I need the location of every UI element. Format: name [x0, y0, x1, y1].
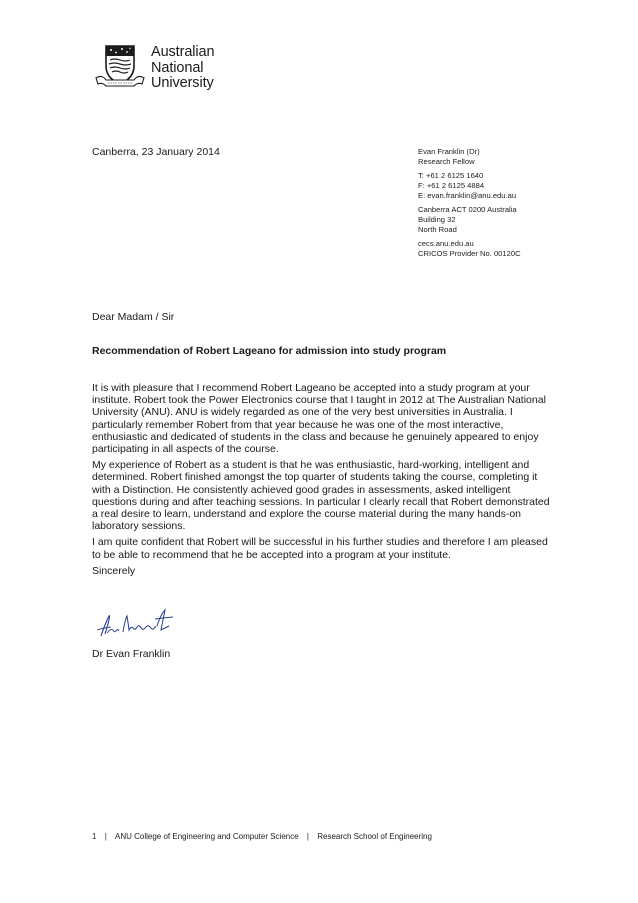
logo-line-2: National: [151, 59, 204, 76]
sender-address: [418, 205, 521, 236]
page-number: 1: [92, 832, 97, 841]
page-footer: [92, 832, 432, 841]
closing: Sincerely: [92, 564, 136, 577]
anu-logo: [92, 42, 232, 92]
website: cecs.anu.edu.au: [418, 238, 474, 248]
letter-date: Canberra, 23 January 2014: [92, 146, 220, 158]
sender-phone: T: +61 2 6125 1640: [418, 170, 484, 180]
address-line-1: Canberra ACT 0200 Australia: [418, 204, 517, 214]
sender-numbers: [418, 171, 521, 202]
salutation: Dear Madam / Sir: [92, 311, 175, 323]
footer-school: Research School of Engineering: [317, 832, 432, 841]
sender-fax: F: +61 2 6125 4884: [418, 181, 485, 191]
footer-college: ANU College of Engineering and Computer Science: [115, 832, 299, 841]
paragraph-2: My experience of Robert as a student is that he was enthusiastic, hard-working, intelligent and determined. Robert finished amongst the top quarter of students taking the course, completing it with a Distinction. He consistently achieved good grades in assessments, asked intelligent questions during and after teaching sessions. In particular I clearly recall that Robert demonstrated a real desire to learn, understand and explore the course material during the many hands-on laboratory sessions.: [92, 459, 550, 533]
anu-crest-icon: [92, 42, 148, 92]
sender-email: E: evan.franklin@anu.edu.au: [418, 191, 517, 201]
sender-identity: [418, 147, 521, 168]
address-line-3: North Road: [418, 225, 457, 235]
signer-name: Dr Evan Franklin: [92, 648, 171, 660]
logo-line-3: University: [151, 75, 214, 91]
sender-contact-block: [418, 147, 521, 263]
subject-line: Recommendation of Robert Lageano for admission into study program: [92, 345, 447, 357]
letter-body: [92, 382, 552, 581]
cricos-number: CRICOS Provider No. 00120C: [418, 249, 521, 259]
paragraph-3: I am quite confident that Robert will be successful in his further studies and therefore I am pleased to be able to recommend that he be accepted into a program at your institute.: [92, 536, 548, 561]
footer-separator-2: |: [306, 832, 309, 841]
paragraph-1: It is with pleasure that I recommend Robert Lageano be accepted into a study program at your institute. Robert took the Power Electronics course that I taught in 2012 at The Australian National University (ANU). ANU is widely regarded as one of the very best universities in Australia. I particularly remember Robert from that year because he was one of the most interactive, enthusiastic and dedicated of students in the class and because he genuinely appeared to enjoy participating in all aspects of the course.: [92, 382, 546, 456]
sender-web: [418, 239, 521, 260]
footer-separator-1: |: [104, 832, 107, 841]
signature-image: [93, 606, 183, 644]
sender-title: Research Fellow: [418, 157, 475, 167]
address-line-2: Building 32: [418, 215, 456, 225]
university-name: [151, 45, 214, 92]
logo-line-1: Australian: [151, 44, 215, 60]
sender-name: Evan Franklin (Dr): [418, 147, 480, 156]
